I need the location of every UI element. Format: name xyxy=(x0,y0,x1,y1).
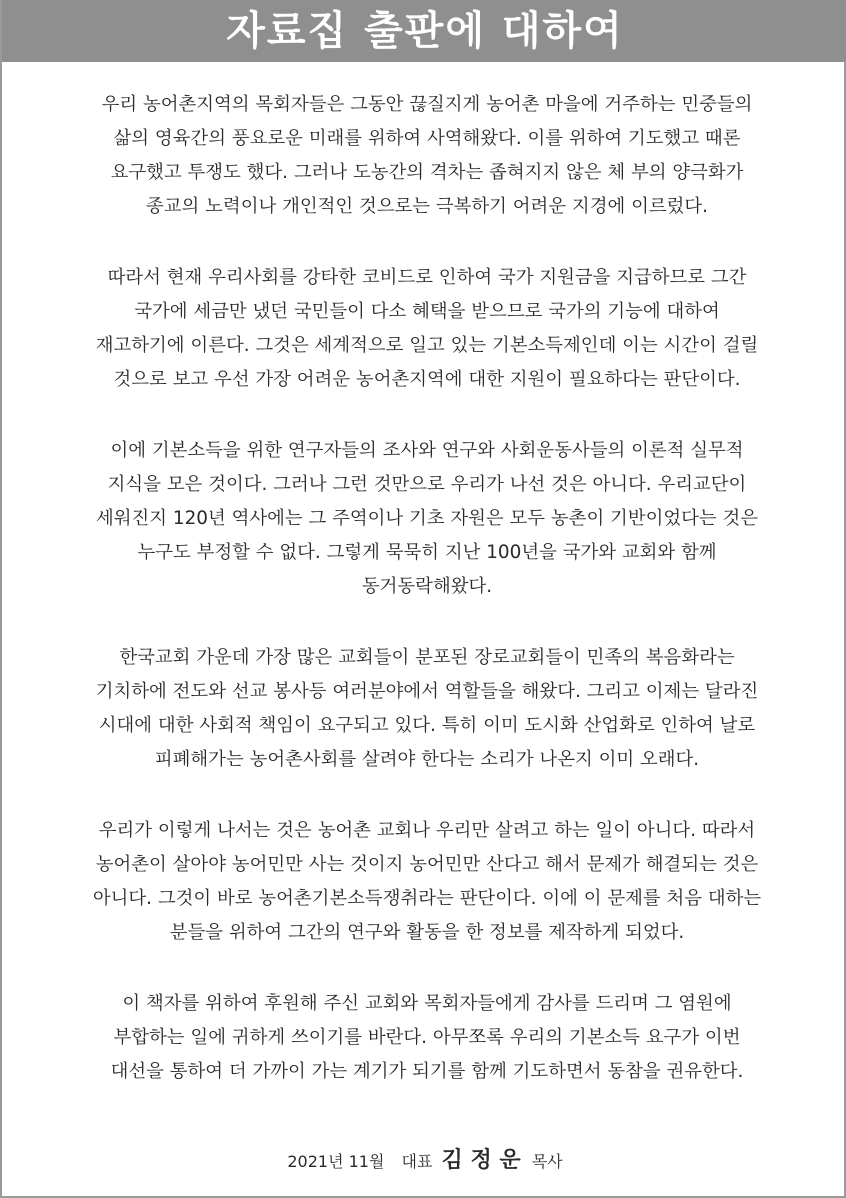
paragraph xyxy=(42,434,812,604)
text-line: 지식을 모은 것이다. 그러나 그런 것만으로 우리가 나선 것은 아니다. 우리교단이 xyxy=(107,474,747,495)
text-line: 재고하기에 이른다. 그것은 세계적으로 일고 있는 기본소득제인데 이는 시간이 걸릴 xyxy=(95,335,759,356)
page-title: 자료집 출판에 대하여 xyxy=(226,8,624,54)
text-line: 동거동락해왔다. xyxy=(361,576,493,597)
paragraph xyxy=(42,261,812,397)
text-line: 농어촌이 살아야 농어민만 사는 것이지 농어민만 산다고 해서 문제가 해결되는 것은 xyxy=(95,854,759,875)
text-line: 이 책자를 위하여 후원해 주신 교회와 목회자들에게 감사를 드리며 그 염원에 xyxy=(122,993,732,1014)
paragraph xyxy=(42,88,812,224)
signature-role-suffix: 목사 xyxy=(531,1152,563,1171)
signature-name: 김 정 운 xyxy=(441,1148,521,1173)
paragraph xyxy=(42,641,812,777)
document-body xyxy=(42,88,812,1126)
text-line: 따라서 현재 우리사회를 강타한 코비드로 인하여 국가 지원금을 지급하므로 그간 xyxy=(107,267,747,288)
text-line: 종교의 노력이나 개인적인 것으로는 극복하기 어려운 지경에 이르렀다. xyxy=(146,196,708,217)
text-line: 아니다. 그것이 바로 농어촌기본소득쟁취라는 판단이다. 이에 이 문제를 처음 대하는 xyxy=(92,888,762,909)
text-line: 우리가 이렇게 나서는 것은 농어촌 교회나 우리만 살려고 하는 일이 아니다. 따라서 xyxy=(98,820,756,841)
text-line: 한국교회 가운데 가장 많은 교회들이 분포된 장로교회들이 민족의 복음화라는 xyxy=(119,647,735,668)
text-line: 세워진지 120년 역사에는 그 주역이나 기초 자원은 모두 농촌이 기반이었다는 것은 xyxy=(95,508,759,529)
text-line: 기치하에 전도와 선교 봉사등 여러분야에서 역할들을 해왔다. 그리고 이제는 달라진 xyxy=(95,681,759,702)
signature-line xyxy=(2,1146,846,1177)
text-line: 우리 농어촌지역의 목회자들은 그동안 끊질지게 농어촌 마을에 거주하는 민중들의 xyxy=(101,94,753,115)
signature-role-title: 대표 xyxy=(401,1152,433,1171)
text-line: 시대에 대한 사회적 책임이 요구되고 있다. 특히 이미 도시화 산업화로 인하여 날로 xyxy=(98,715,756,736)
text-line: 부합하는 일에 귀하게 쓰이기를 바란다. 아무쪼록 우리의 기본소득 요구가 이번 xyxy=(113,1027,741,1048)
text-line: 누구도 부정할 수 없다. 그렇게 묵묵히 지난 100년을 국가와 교회와 함께 xyxy=(137,542,717,563)
text-line: 것으로 보고 우선 가장 어려운 농어촌지역에 대한 지원이 필요하다는 판단이다. xyxy=(113,369,741,390)
text-line: 국가에 세금만 냈던 국민들이 다소 혜택을 받으므로 국가의 기능에 대하여 xyxy=(134,301,720,322)
paragraph xyxy=(42,814,812,950)
text-line: 요구했고 투쟁도 했다. 그러나 도농간의 격차는 좁혀지지 않은 체 부의 양극화가 xyxy=(110,162,744,183)
signature-date: 2021년 11월 xyxy=(287,1152,385,1171)
text-line: 분들을 위하여 그간의 연구와 활동을 한 정보를 제작하게 되었다. xyxy=(169,922,685,943)
text-line: 피폐해가는 농어촌사회를 살려야 한다는 소리가 나온지 이미 오래다. xyxy=(154,749,700,770)
text-line: 대선을 통하여 더 가까이 가는 계기가 되기를 함께 기도하면서 동참을 권유한다. xyxy=(110,1061,744,1082)
text-line: 이에 기본소득을 위한 연구자들의 조사와 연구와 사회운동사들의 이론적 실무적 xyxy=(110,440,744,461)
paragraph xyxy=(42,987,812,1089)
text-line: 삶의 영육간의 풍요로운 미래를 위하여 사역해왔다. 이를 위하여 기도했고 때론 xyxy=(113,128,741,149)
title-bar xyxy=(2,0,846,62)
